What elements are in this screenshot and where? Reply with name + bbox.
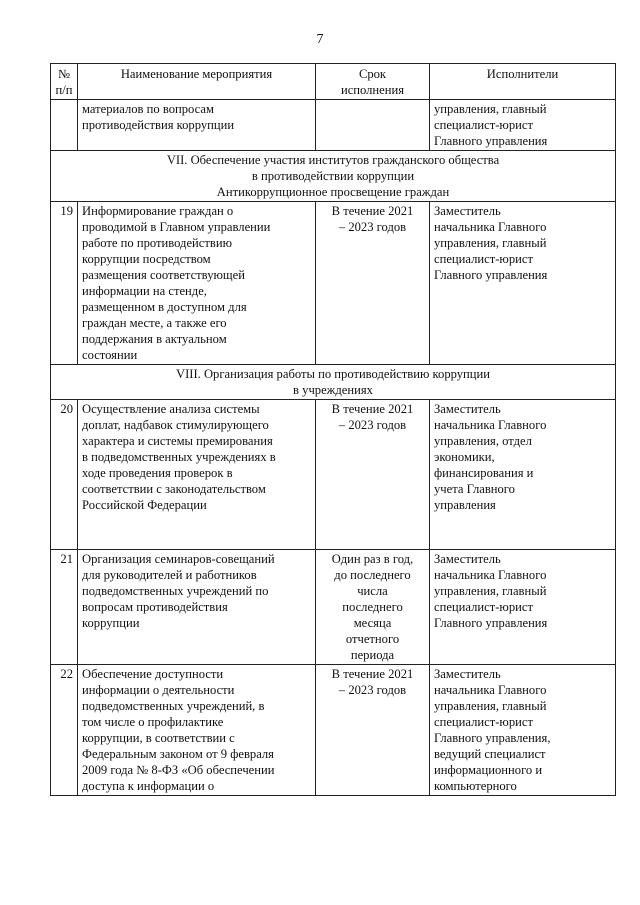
row-number: 21 — [51, 550, 78, 665]
row-name: Осуществление анализа системы доплат, надбавок стимулирующего характера и системы премирования в подведомственных учреждениях в ходе проведения проверок в соответствии с законодательством Российской Федерации — [78, 400, 316, 550]
row-term: В течение 2021 – 2023 годов — [316, 400, 430, 550]
section-title: VIII. Организация работы по противодействию коррупции в учреждениях — [51, 365, 616, 400]
header-term: Срок исполнения — [316, 64, 430, 100]
row-name: Организация семинаров-совещаний для руководителей и работников подведомственных учреждений по вопросам противодействия коррупции — [78, 550, 316, 665]
row-executors: Заместитель начальника Главного управления, главный специалист-юрист Главного управления — [430, 202, 616, 365]
row-number: 20 — [51, 400, 78, 550]
header-number: № п/п — [51, 64, 78, 100]
row-executors: управления, главный специалист-юрист Главного управления — [430, 100, 616, 151]
header-executors: Исполнители — [430, 64, 616, 100]
measures-table — [50, 63, 616, 796]
row-executors: Заместитель начальника Главного управления, главный специалист-юрист Главного управления, ведущий специалист информационного и компьютерного — [430, 665, 616, 796]
header-name: Наименование мероприятия — [78, 64, 316, 100]
row-term — [316, 100, 430, 151]
section-heading-8 — [51, 365, 616, 400]
table-row — [51, 665, 616, 796]
row-executors: Заместитель начальника Главного управления, главный специалист-юрист Главного управления — [430, 550, 616, 665]
section-heading-7 — [51, 151, 616, 202]
section-title: VII. Обеспечение участия институтов гражданского общества в противодействии коррупции Антикоррупционное просвещение граждан — [51, 151, 616, 202]
continuation-row — [51, 100, 616, 151]
table-row — [51, 550, 616, 665]
row-term: В течение 2021 – 2023 годов — [316, 665, 430, 796]
row-number: 19 — [51, 202, 78, 365]
row-name: Обеспечение доступности информации о деятельности подведомственных учреждений, в том числе о профилактике коррупции, в соответствии с Федеральным законом от 9 февраля 2009 года № 8-ФЗ «Об обеспечении доступа к информации о — [78, 665, 316, 796]
page-number: 7 — [316, 32, 324, 47]
row-name: Информирование граждан о проводимой в Главном управлении работе по противодействию коррупции посредством размещения соответствующей информации на стенде, размещенном в доступном для граждан месте, а также его поддержания в актуальном состоянии — [78, 202, 316, 365]
table-row — [51, 400, 616, 550]
row-number — [51, 100, 78, 151]
row-name: материалов по вопросам противодействия коррупции — [78, 100, 316, 151]
row-term: В течение 2021 – 2023 годов — [316, 202, 430, 365]
row-executors: Заместитель начальника Главного управления, отдел экономики, финансирования и учета Главного управления — [430, 400, 616, 550]
row-term: Один раз в год, до последнего числа последнего месяца отчетного периода — [316, 550, 430, 665]
table-row — [51, 202, 616, 365]
table-header-row — [51, 64, 616, 100]
row-number: 22 — [51, 665, 78, 796]
